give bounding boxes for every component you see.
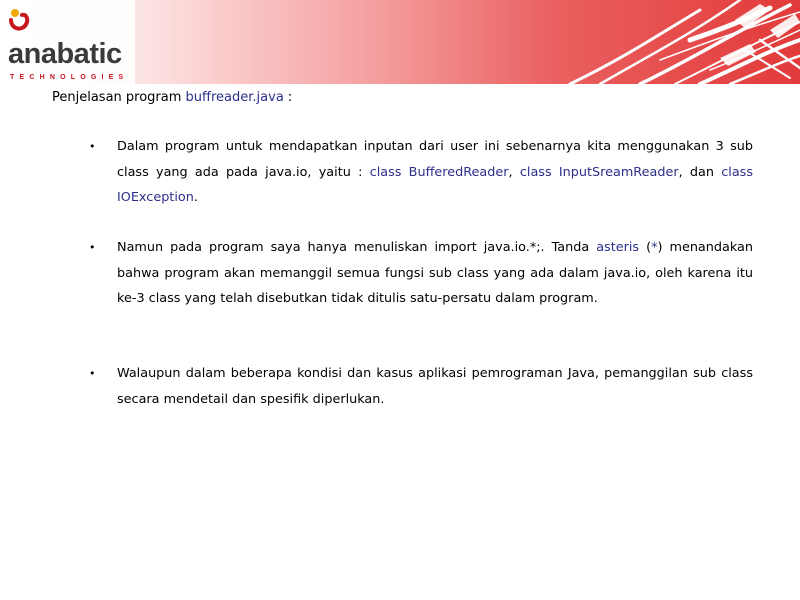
page-heading [52, 89, 292, 107]
text-span: Dalam program untuk mendapatkan inputan dari user ini sebenarnya kita menggunakan 3 sub class yang ada pada java.io, yaitu : [117, 139, 753, 180]
text-span: . [193, 190, 198, 205]
anabatic-logo [8, 8, 128, 82]
text-span-highlight: class InputSreamReader [519, 164, 679, 180]
text-span-highlight: class IOException [117, 164, 754, 205]
text-span: ) menandakan bahwa program akan memanggil semua fungsi sub class yang ada dalam java.io, oleh karena itu ke-3 class yang telah disebutkan tidak ditulis satu-persatu dalam program. [117, 240, 753, 306]
text-span: Namun pada program saya hanya menuliskan import java.io.*;. Tanda [117, 240, 597, 255]
logo-wordmark: anabatic [8, 38, 122, 70]
bullet-text-1 [117, 134, 753, 211]
text-span-highlight: class BufferedReader [369, 164, 509, 180]
bullet-marker: • [89, 367, 96, 380]
bullet-text-3 [117, 361, 753, 412]
header-banner [0, 0, 800, 84]
text-span: Walaupun dalam beberapa kondisi dan kasus aplikasi pemrograman Java, pemanggilan sub class secara mendetail dan spesifik diperlukan. [117, 366, 753, 407]
text-span: ( [639, 240, 652, 255]
text-span-highlight: * [651, 240, 658, 255]
logo-swirl-icon [8, 8, 30, 34]
heading-suffix: : [283, 90, 293, 105]
bullet-text-2 [117, 235, 753, 312]
bullet-marker: • [89, 140, 96, 153]
text-span: , [508, 164, 520, 180]
text-span-highlight: asteris [596, 240, 640, 255]
heading-prefix: Penjelasan program [52, 90, 186, 105]
logo-subtitle: TECHNOLOGIES [10, 74, 129, 81]
bullet-marker: • [89, 241, 96, 254]
text-span: , dan [678, 164, 722, 180]
heading-filename: buffreader.java [185, 90, 284, 105]
